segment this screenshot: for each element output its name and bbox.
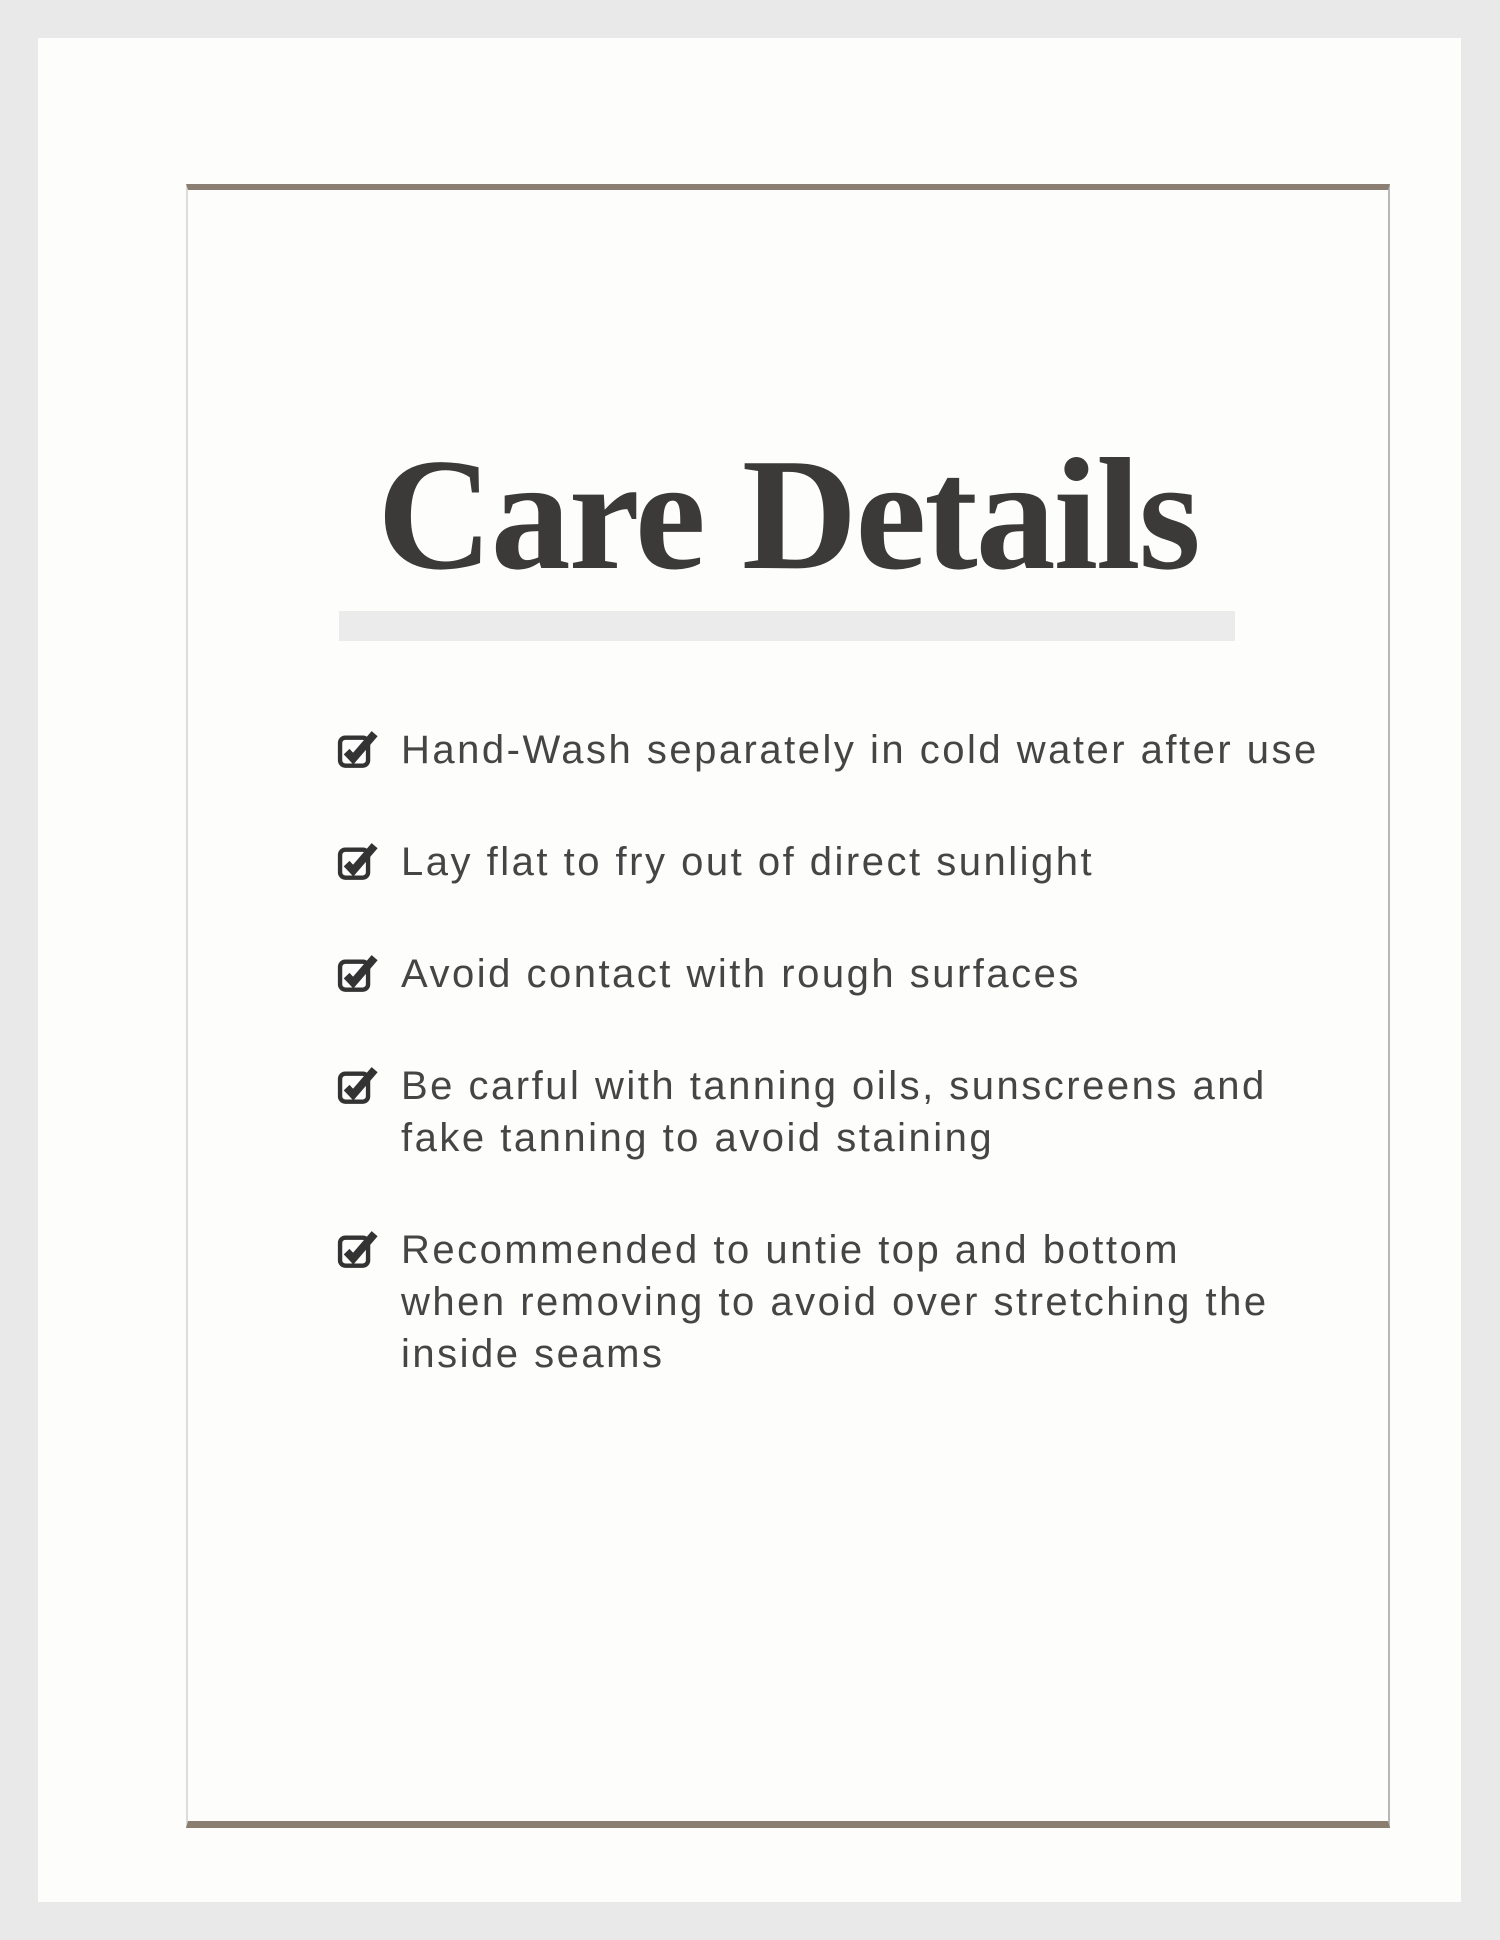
checked-checkbox-icon (337, 728, 379, 770)
checklist-item-text (401, 1060, 1267, 1164)
checklist-line: Avoid contact with rough surfaces (401, 952, 1081, 996)
checklist-item (337, 1224, 1337, 1380)
checked-checkbox-icon (337, 840, 379, 882)
care-checklist (337, 724, 1337, 1440)
checklist-item-text (401, 1224, 1269, 1380)
checklist-line: Lay flat to fry out of direct sunlight (401, 840, 1095, 884)
checklist-line: Recommended to untie top and bottom (401, 1228, 1181, 1272)
checklist-line: fake tanning to avoid staining (401, 1116, 995, 1160)
page-title: Care Details (377, 425, 1199, 604)
checklist-item (337, 724, 1337, 776)
checklist-line: when removing to avoid over stretching the (401, 1280, 1269, 1324)
care-card (38, 38, 1461, 1902)
checklist-line: Be carful with tanning oils, sunscreens and (401, 1064, 1267, 1108)
checklist-line: inside seams (401, 1332, 665, 1376)
checklist-line: Hand-Wash separately in cold water after use (401, 728, 1319, 772)
checklist-item (337, 1060, 1337, 1164)
checklist-item (337, 836, 1337, 888)
checklist-item (337, 948, 1337, 1000)
divider-bar (339, 611, 1235, 641)
checked-checkbox-icon (337, 1228, 379, 1270)
checked-checkbox-icon (337, 1064, 379, 1106)
checklist-item-text (401, 836, 1094, 888)
checklist-item-text (401, 948, 1081, 1000)
checked-checkbox-icon (337, 952, 379, 994)
checklist-item-text (401, 724, 1319, 776)
